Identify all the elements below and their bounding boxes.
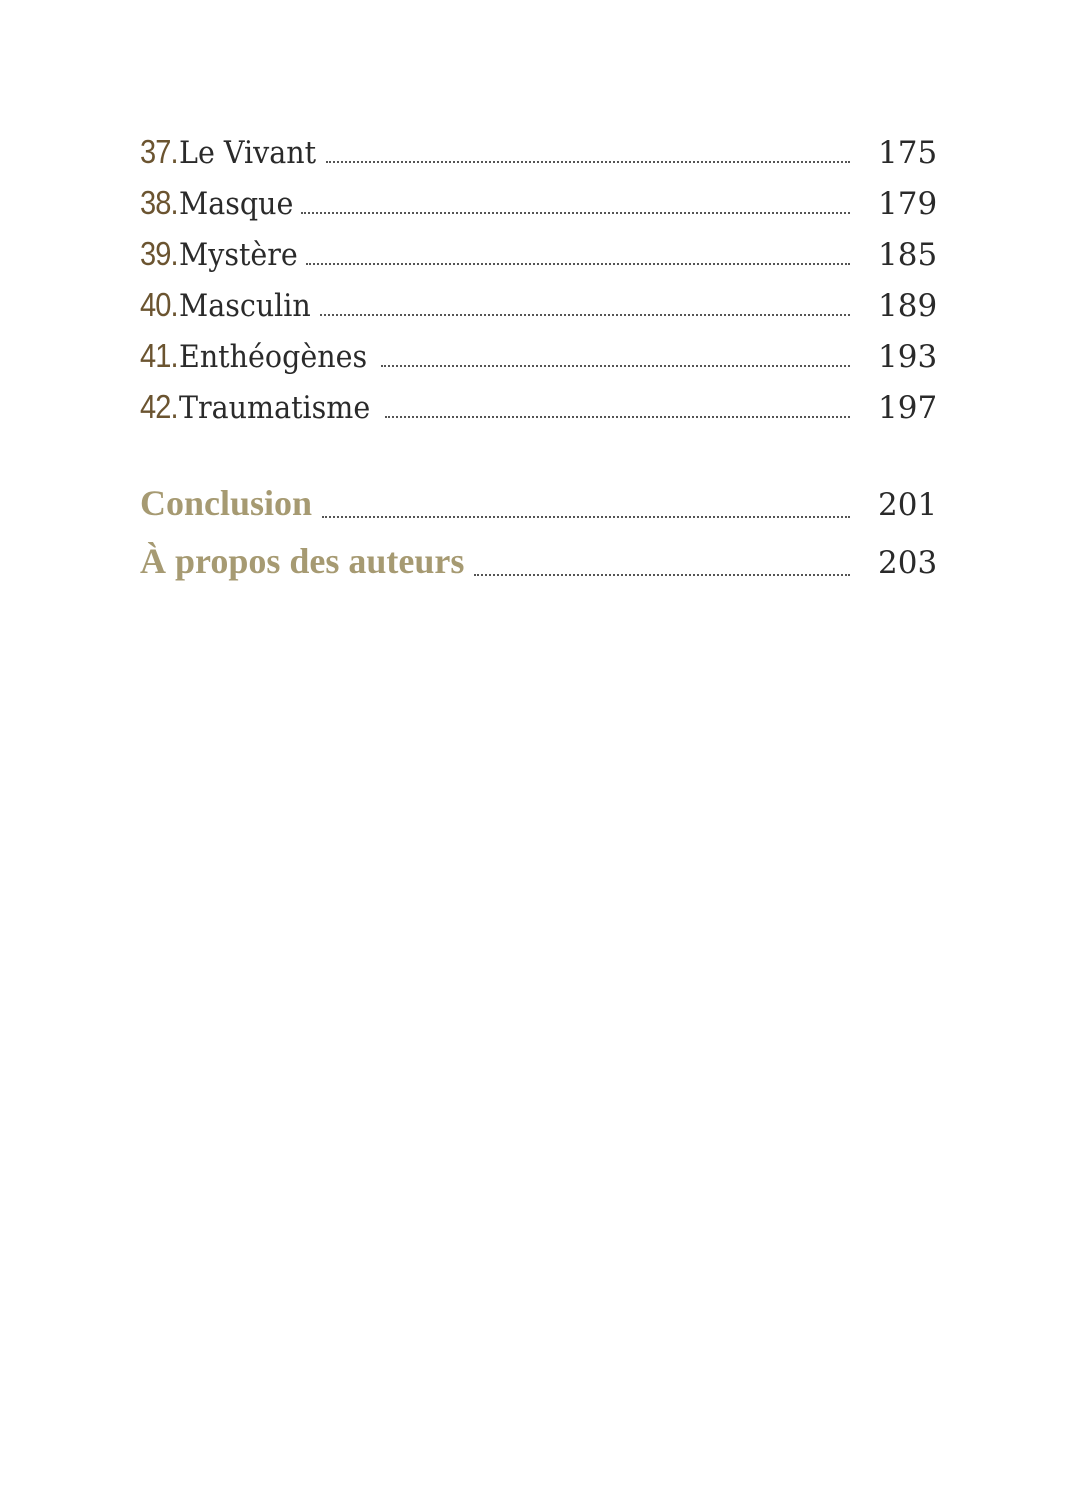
backmatter-list [140,474,936,590]
chapter-list [140,126,936,432]
toc-entry-about-authors[interactable] [140,532,936,590]
toc-entry[interactable] [140,330,936,381]
chapter-title: Mystère [178,237,298,273]
chapter-title: Masculin [178,288,311,324]
dot-leader [385,416,850,418]
page-number: 175 [878,135,938,171]
toc-entry[interactable] [140,126,936,177]
page-number: 203 [878,545,938,581]
toc-entry[interactable] [140,177,936,228]
chapter-number: 40. [140,286,178,323]
dot-leader [381,365,850,367]
dot-leader [320,314,850,316]
chapter-title: Enthéogènes [178,339,367,375]
dot-leader [326,161,850,163]
chapter-title: Traumatisme [178,390,371,426]
dot-leader [474,574,850,576]
toc-entry-conclusion[interactable] [140,474,936,532]
chapter-number: 38. [140,184,178,221]
chapter-number: 39. [140,235,178,272]
chapter-number: 41. [140,337,178,374]
toc-entry[interactable] [140,228,936,279]
toc-entry[interactable] [140,279,936,330]
chapter-number: 37. [140,133,178,170]
page-number: 185 [878,237,938,273]
backmatter-title: À propos des auteurs [140,541,465,581]
page-number: 189 [878,288,938,324]
dot-leader [301,212,850,214]
dot-leader [306,263,850,265]
page-number: 197 [878,390,938,426]
chapter-title: Masque [178,186,294,222]
toc-entry[interactable] [140,381,936,432]
page-number: 179 [878,186,938,222]
chapter-title: Le Vivant [178,135,316,171]
backmatter-title: Conclusion [140,483,313,523]
chapter-number: 42. [140,388,178,425]
dot-leader [322,516,850,518]
table-of-contents [140,126,936,590]
page-number: 201 [878,487,938,523]
page-number: 193 [878,339,938,375]
